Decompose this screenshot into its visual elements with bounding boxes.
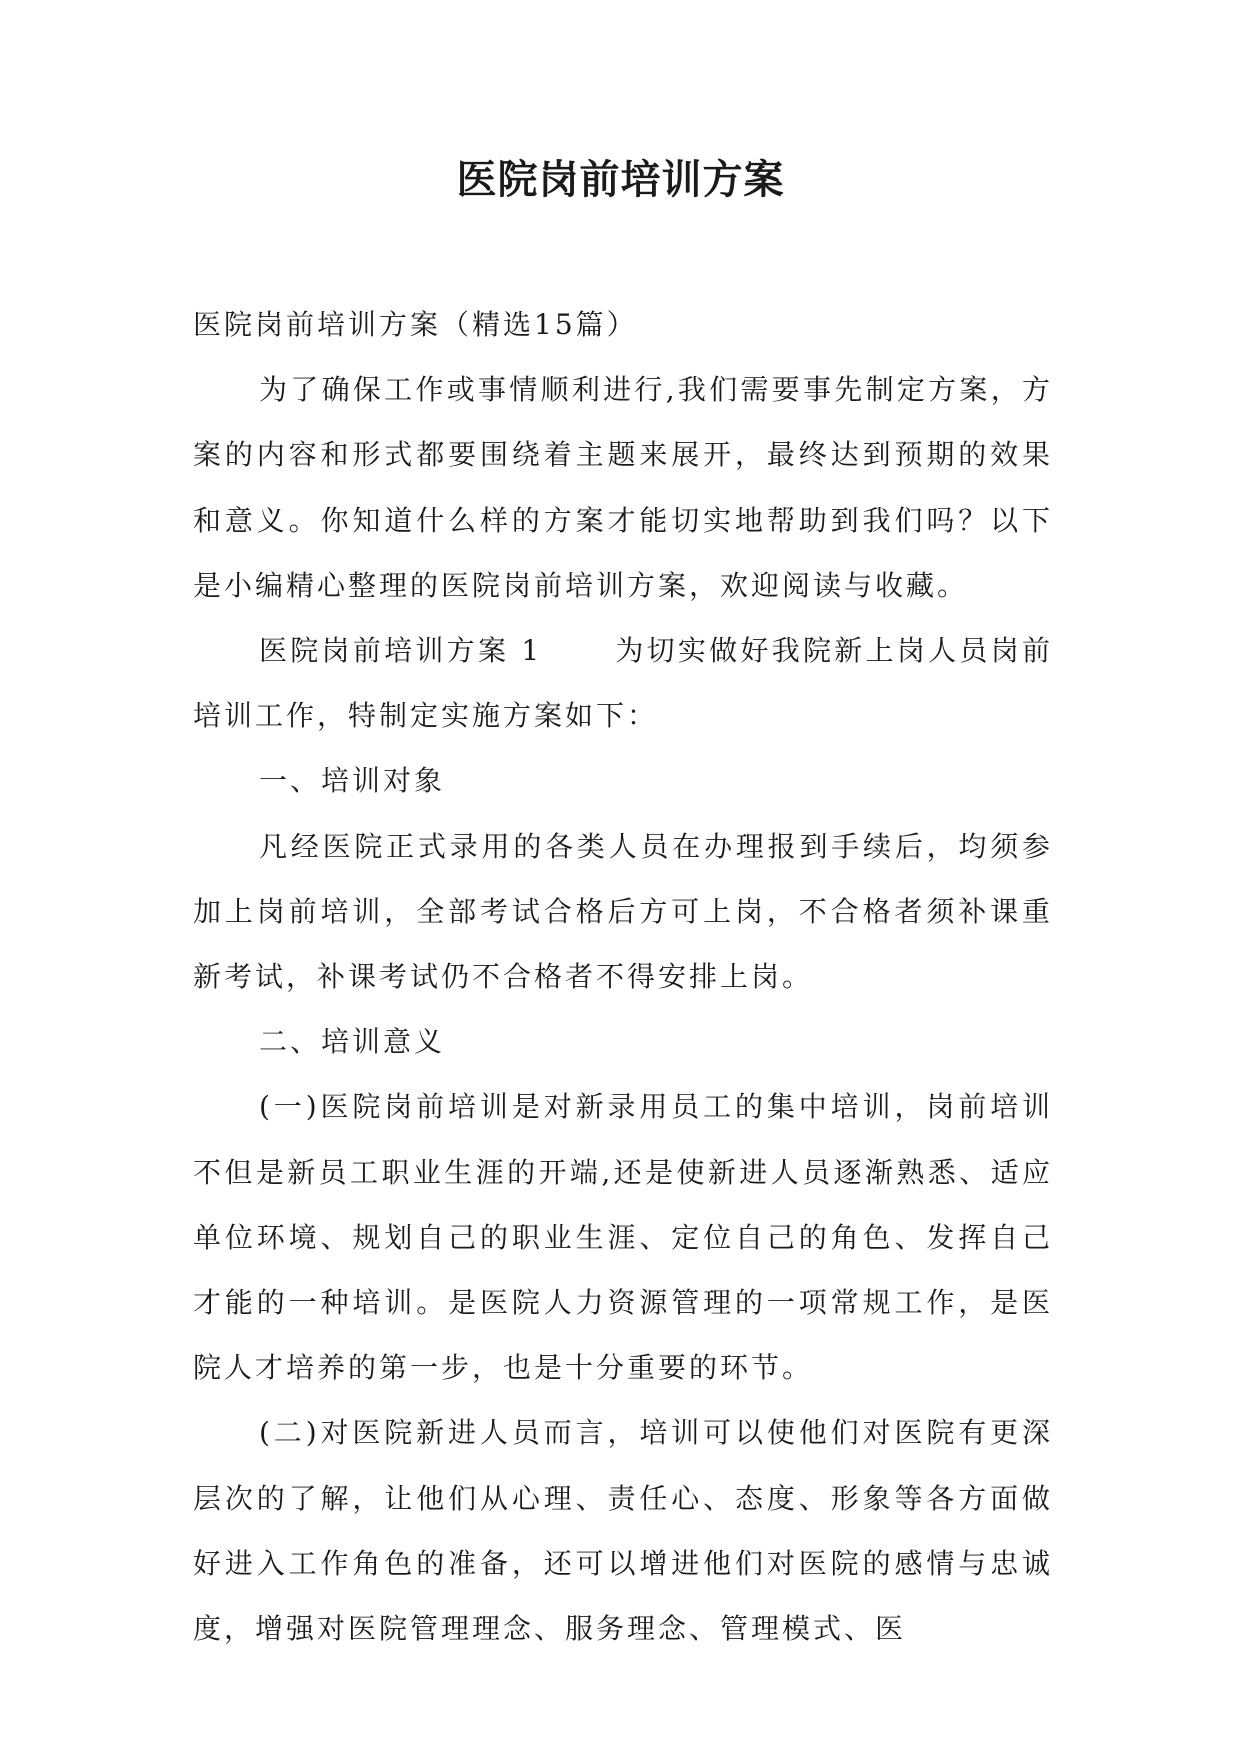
- document-title: 医院岗前培训方案: [456, 157, 785, 203]
- heading-training-meaning: 二、培训意义: [259, 1025, 446, 1059]
- document-subtitle: 医院岗前培训方案（精选15篇）: [193, 308, 638, 341]
- section-1-lead: 为切实做好我院新上岗人员岗前培训工作，特制定实施方案如下：: [193, 634, 1053, 733]
- section-1-paragraph: [193, 618, 1053, 748]
- paragraph-meaning-1: (一)医院岗前培训是对新录用员工的集中培训，岗前培训不但是新员工职业生涯的开端,还是使新进人员逐渐熟悉、适应单位环境、规划自己的职业生涯、定位自己的角色、发挥自己才能的一种培训。是医院人力资源管理的一项常规工作，是医院人才培养的第一步，也是十分重要的环节。: [193, 1090, 1053, 1385]
- intro-paragraph: 为了确保工作或事情顺利进行,我们需要事先制定方案，方案的内容和形式都要围绕着主题来展开，最终达到预期的效果和意义。你知道什么样的方案才能切实地帮助到我们吗？以下是小编精心整理的医院岗前培训方案，欢迎阅读与收藏。: [193, 373, 1053, 602]
- paragraph-meaning-2: (二)对医院新进人员而言，培训可以使他们对医院有更深层次的了解，让他们从心理、责任心、态度、形象等各方面做好进入工作角色的准备，还可以增进他们对医院的感情与忠诚度，增强对医院管理理念、服务理念、管理模式、医: [193, 1416, 1053, 1646]
- document-body: [193, 292, 1053, 1661]
- heading-training-target: 一、培训对象: [259, 764, 446, 798]
- paragraph-training-target: 凡经医院正式录用的各类人员在办理报到手续后，均须参加上岗前培训，全部考试合格后方可上岗，不合格者须补课重新考试，补课考试仍不合格者不得安排上岗。: [193, 829, 1053, 994]
- section-1-heading: 医院岗前培训方案 1: [259, 634, 543, 668]
